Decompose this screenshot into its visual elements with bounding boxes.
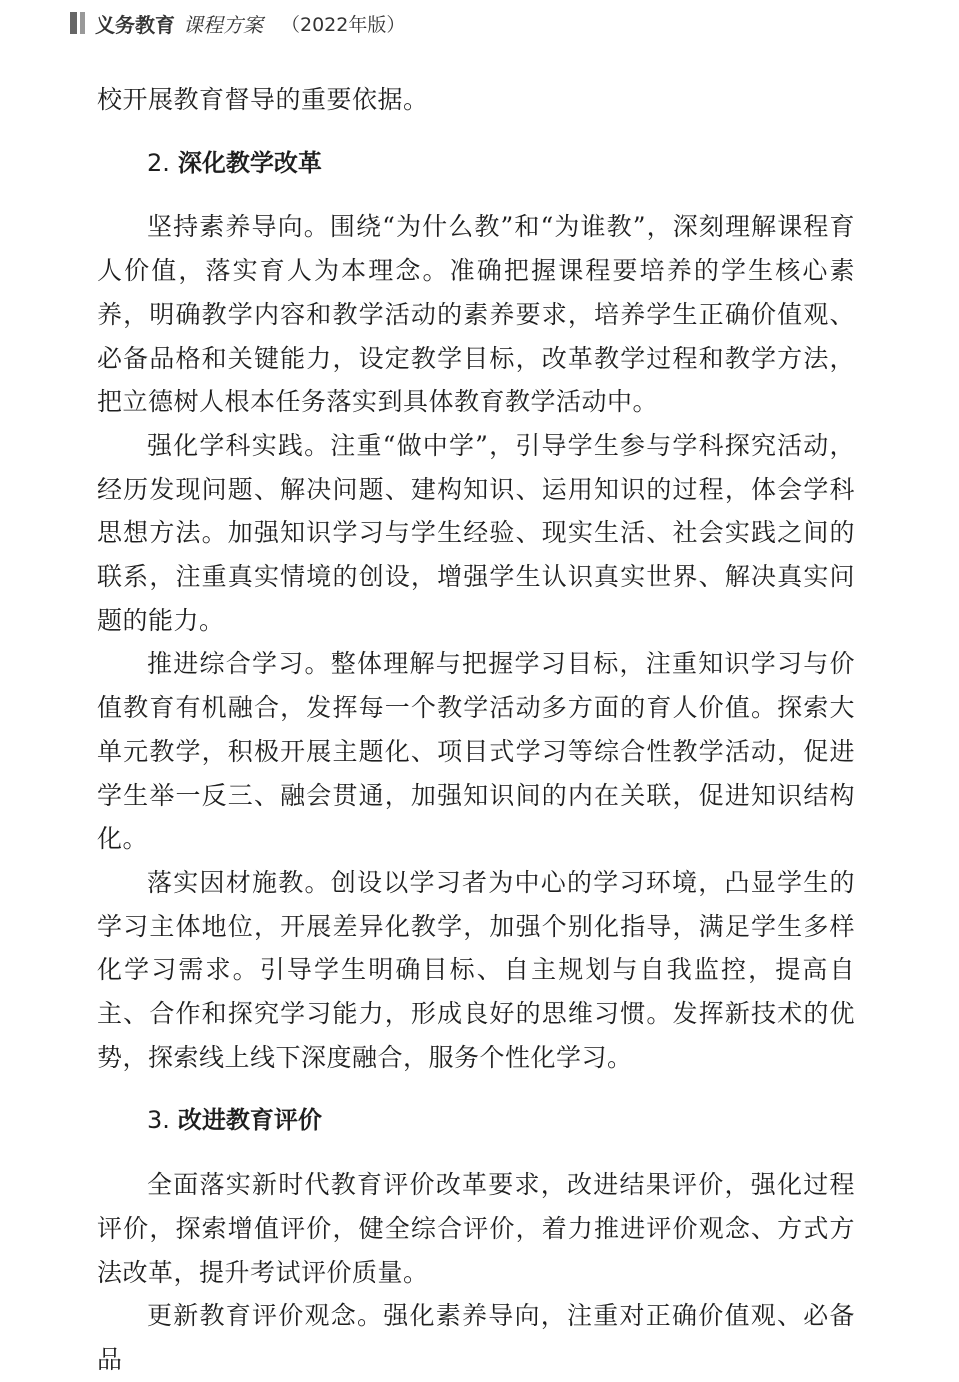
paragraph-evaluation-reform: 全面落实新时代教育评价改革要求，改进结果评价，强化过程评价，探索增值评价，健全综合评价，着力推进评价观念、方式方法改革，提升考试评价质量。 (97, 1170, 855, 1287)
header-edition: （2022年版） (281, 13, 406, 36)
section-heading-2 (97, 142, 855, 186)
paragraph-integrated-learning: 推进综合学习。整体理解与把握学习目标，注重知识学习与价值教育有机融合，发挥每一个教学活动多方面的育人价值。探索大单元教学，积极开展主题化、项目式学习等综合性教学活动，促进学生举一反三、融会贯通，加强知识间的内在关联，促进知识结构化。 (97, 649, 855, 854)
page-body (97, 78, 855, 1382)
paragraph-evaluation-concept: 更新教育评价观念。强化素养导向，注重对正确价值观、必备品 (97, 1301, 855, 1374)
header-bar-icon (70, 12, 77, 34)
section-heading-3 (97, 1099, 855, 1143)
header-subtitle: 课程方案 (183, 12, 263, 37)
lead-paragraph: 校开展教育督导的重要依据。 (97, 85, 429, 114)
section-title-2: 深化教学改革 (177, 148, 322, 177)
section-number-2: 2. (147, 148, 170, 177)
header-series: 义务教育 (95, 12, 175, 37)
running-header (70, 8, 405, 38)
paragraph-individualized-teaching: 落实因材施教。创设以学习者为中心的学习环境，凸显学生的学习主体地位，开展差异化教学，加强个别化指导，满足学生多样化学习需求。引导学生明确目标、自主规划与自我监控，提高自主、合作和探究学习能力，形成良好的思维习惯。发挥新技术的优势，探索线上线下深度融合，服务个性化学习。 (97, 867, 855, 1072)
header-bar-thin-icon (80, 12, 85, 34)
section-number-3: 3. (147, 1106, 170, 1135)
paragraph-subject-practice: 强化学科实践。注重“做中学”，引导学生参与学科探究活动，经历发现问题、解决问题、建构知识、运用知识的过程，体会学科思想方法。加强知识学习与学生经验、现实生活、社会实践之间的联系，注重真实情境的创设，增强学生认识真实世界、解决真实问题的能力。 (97, 430, 855, 635)
paragraph-quality-orientation: 坚持素养导向。围绕“为什么教”和“为谁教”，深刻理解课程育人价值，落实育人为本理念。准确把握课程要培养的学生核心素养，明确教学内容和教学活动的素养要求，培养学生正确价值观、必备品格和关键能力，设定教学目标，改革教学过程和教学方法，把立德树人根本任务落实到具体教育教学活动中。 (97, 212, 855, 417)
section-title-3: 改进教育评价 (177, 1106, 322, 1135)
